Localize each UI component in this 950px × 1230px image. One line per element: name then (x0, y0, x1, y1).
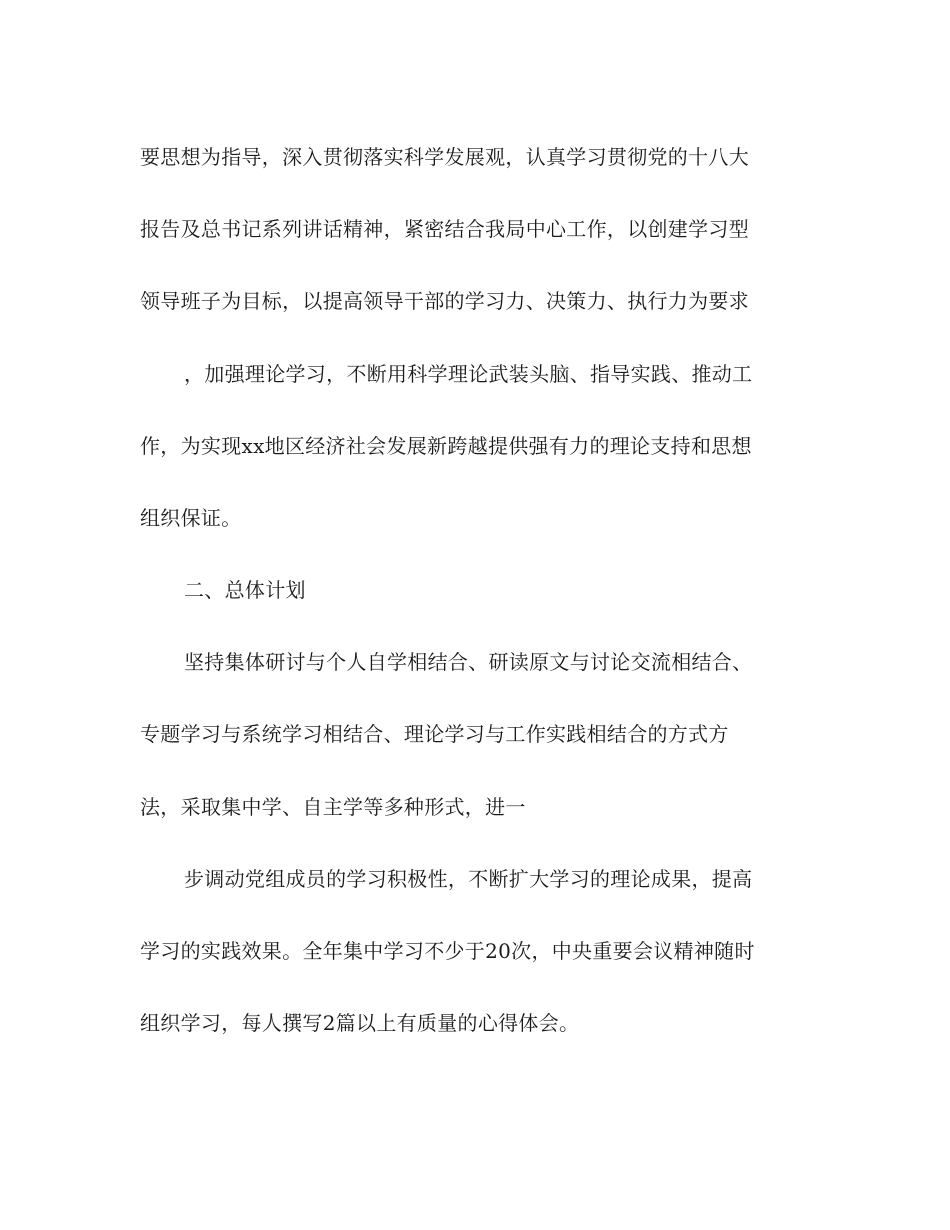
body-text-line: 学习的实践效果。全年集中学习不少于20次，中央重要会议精神随时 (140, 939, 755, 963)
body-text-line: 作，为实现xx地区经济社会发展新跨越提供强有力的理论支持和思想 (140, 434, 752, 458)
body-text-line: 法，采取集中学、自主学等多种形式，进一 (140, 795, 526, 819)
section-heading: 二、总体计划 (184, 578, 306, 602)
body-text-line: ，加强理论学习，不断用科学理论武装头脑、指导实践、推动工 (184, 362, 753, 386)
body-text-line: 步调动党组成员的学习积极性，不断扩大学习的理论成果，提高 (184, 867, 753, 891)
body-text-line: 坚持集体研讨与个人自学相结合、研读原文与讨论交流相结合、 (184, 650, 753, 674)
body-text-line: 要思想为指导，深入贯彻落实科学发展观，认真学习贯彻党的十八大 (140, 145, 749, 169)
body-text-line: 报告及总书记系列讲话精神，紧密结合我局中心工作，以创建学习型 (140, 217, 749, 241)
body-text-line: 组织学习，每人撰写2篇以上有质量的心得体会。 (140, 1011, 580, 1035)
body-text-line: 领导班子为目标，以提高领导干部的学习力、决策力、执行力为要求 (140, 289, 749, 313)
body-text-line: 专题学习与系统学习相结合、理论学习与工作实践相结合的方式方 (140, 722, 729, 746)
body-text-line: 组织保证。 (140, 506, 242, 530)
